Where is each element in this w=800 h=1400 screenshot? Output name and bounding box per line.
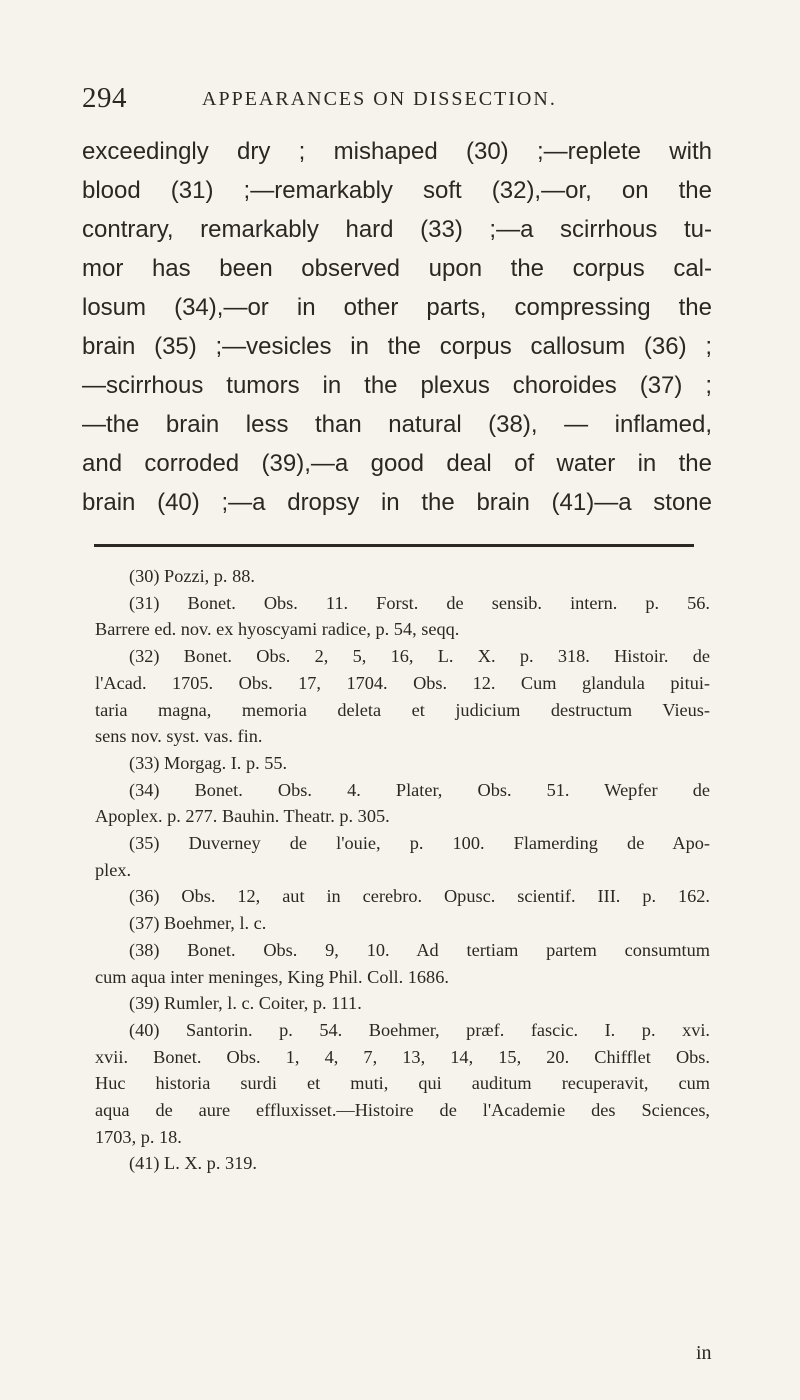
body-line: losum (34),—or in other parts, compressing the — [82, 294, 712, 321]
footnote-line: (40) Santorin. p. 54. Boehmer, præf. fascic. I. p. xvi. — [129, 1019, 710, 1040]
footnote-line: (39) Rumler, l. c. Coiter, p. 111. — [129, 993, 362, 1014]
footnote-line: (31) Bonet. Obs. 11. Forst. de sensib. intern. p. 56. — [129, 592, 710, 613]
footnote-line: cum aqua inter meninges, King Phil. Coll. 1686. — [95, 966, 449, 987]
page-number: 294 — [82, 82, 127, 114]
footnote-line: (37) Boehmer, l. c. — [129, 913, 267, 934]
footnote-line: Huc historia surdi et muti, qui auditum recuperavit, cum — [95, 1073, 710, 1094]
body-line: blood (31) ;—remarkably soft (32),—or, on the — [82, 177, 712, 204]
body-line: exceedingly dry ; mishaped (30) ;—replete with — [82, 138, 712, 165]
footnote-line: aqua de aure effluxisset.—Histoire de l'Academie des Sciences, — [95, 1100, 710, 1121]
footnote-line: sens nov. syst. vas. fin. — [95, 726, 263, 747]
body-line: and corroded (39),—a good deal of water in the — [82, 450, 712, 477]
body-line: brain (35) ;—vesicles in the corpus callosum (36) ; — [82, 333, 712, 360]
footnote-line: Barrere ed. nov. ex hyoscyami radice, p. 54, seqq. — [95, 619, 460, 640]
catchword: in — [696, 1342, 712, 1364]
footnote-line: (35) Duverney de l'ouie, p. 100. Flamerding de Apo- — [129, 833, 710, 854]
footnote-line: (32) Bonet. Obs. 2, 5, 16, L. X. p. 318. Histoir. de — [129, 646, 710, 667]
body-line: brain (40) ;—a dropsy in the brain (41)—a stone — [82, 489, 712, 516]
body-line: —the brain less than natural (38), — inflamed, — [82, 411, 712, 438]
footnote-line: xvii. Bonet. Obs. 1, 4, 7, 13, 14, 15, 20. Chifflet Obs. — [95, 1046, 710, 1067]
footnote-line: (30) Pozzi, p. 88. — [129, 566, 255, 586]
footnote-line: (41) L. X. p. 319. — [129, 1153, 257, 1174]
body-line: mor has been observed upon the corpus cal- — [82, 255, 712, 282]
page-header — [82, 82, 722, 122]
footnote-line: (34) Bonet. Obs. 4. Plater, Obs. 51. Wepfer de — [129, 779, 710, 800]
footnote-line: (36) Obs. 12, aut in cerebro. Opusc. scientif. III. p. 162. — [129, 886, 710, 907]
footnote-line: (38) Bonet. Obs. 9, 10. Ad tertiam partem consumtum — [129, 939, 710, 960]
footnote-line: plex. — [95, 859, 132, 880]
footnote-line: taria magna, memoria deleta et judicium destructum Vieus- — [95, 699, 710, 720]
body-text — [82, 132, 712, 522]
footnote-rule — [94, 544, 694, 547]
footnote-line: Apoplex. p. 277. Bauhin. Theatr. p. 305. — [95, 806, 390, 827]
footnote-line: l'Acad. 1705. Obs. 17, 1704. Obs. 12. Cum glandula pitui- — [95, 672, 710, 693]
footnotes — [95, 563, 710, 1177]
footnote-line: 1703, p. 18. — [95, 1126, 182, 1147]
body-line: contrary, remarkably hard (33) ;—a scirrhous tu- — [82, 216, 712, 243]
body-line: —scirrhous tumors in the plexus choroides (37) ; — [82, 372, 712, 399]
running-head: APPEARANCES ON DISSECTION. — [202, 88, 557, 110]
footnote-line: (33) Morgag. I. p. 55. — [129, 752, 288, 773]
